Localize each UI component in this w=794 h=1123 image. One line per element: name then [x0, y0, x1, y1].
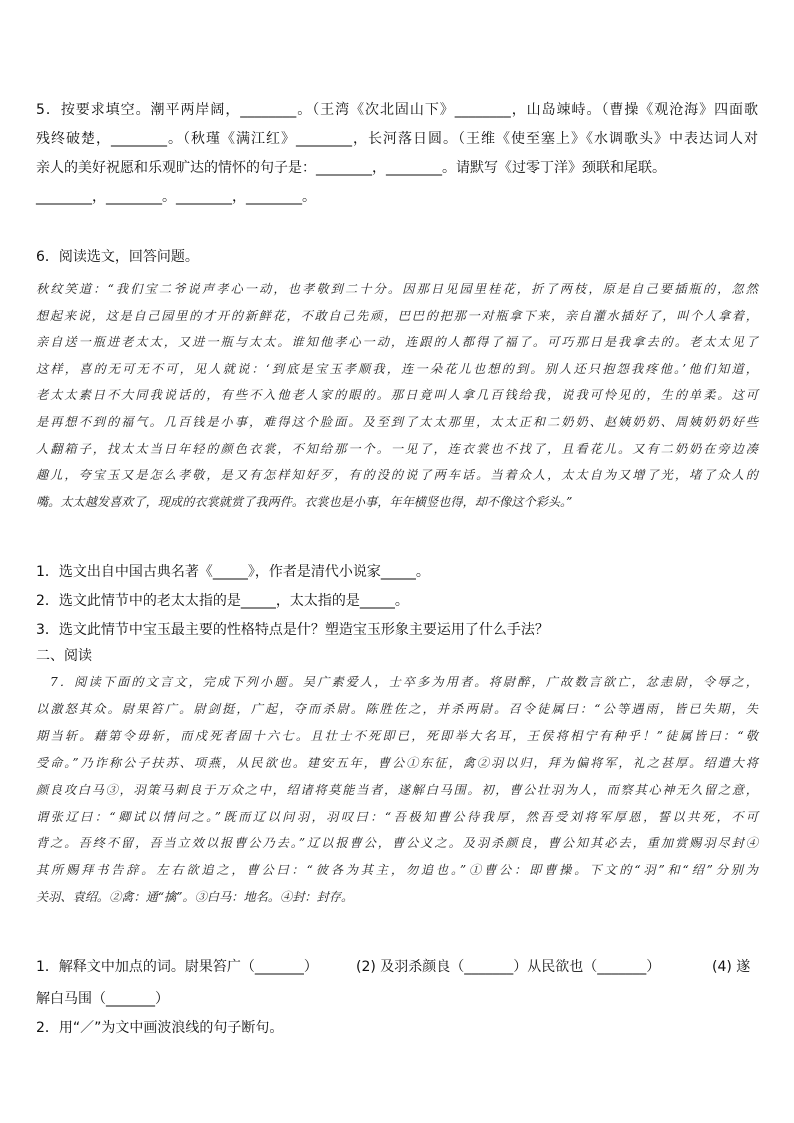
sub-question: 1．选文出自中国古典名著《_____》，作者是清代小说家_____。: [36, 564, 430, 580]
passage-line: 其所赐拜书告辞。左右欲追之，曹公曰：“彼各为其主，勿追也。”①曹公：即曹操。下文的“羽”和“绍”分别为: [36, 863, 758, 878]
passage-line: 7．阅读下面的文言文，完成下列小题。吴广素爱人，士卒多为用者。将尉醉，广故数言欲亡，忿恚尉，令辱之，: [50, 675, 758, 689]
passage-line: 秋纹笑道：“我们宝二爷说声孝心一动，也孝敬到二十分。因那日见园里桂花，折了两枝，原是自己要插瓶的，忽然: [36, 282, 758, 296]
q5-line: 5．按要求填空。潮平两岸阔，________。（王湾《次北固山下》________，山岛竦峙。（曹操《观沧海》四面歌: [36, 102, 758, 118]
question-5: [36, 96, 758, 212]
passage-line: 以激怒其众。尉果笞广。尉剑挺，广起，夺而杀尉。陈胜佐之，并杀两尉。召令徒属曰：“公等遇雨，皆已失期，失: [36, 701, 758, 716]
passage-line: 颜良攻白马③，羽策马刺良于万众之中，绍诸将莫能当者，遂解白马围。初，曹公壮羽为人，而察其心神无久留之意，: [36, 782, 758, 797]
passage-line: 期当斩。藉第令毋斩，而戍死者固十六七。且壮士不死即已，死即举大名耳，王侯将相宁有种乎！”徒属皆曰：“敬: [36, 728, 758, 743]
question-6-heading: 6．阅读选文，回答问题。: [36, 249, 199, 265]
passage-line: 老太太素日不大同我说话的，有些不入他老人家的眼的。那日竟叫人拿几百钱给我，说我可怜见的，生的单柔。这可: [36, 388, 758, 403]
question-6-subquestions: [36, 558, 758, 645]
q5-line: 残终破楚，________。（秋瑾《满江红》________，长河落日圆。（王维《使至塞上》《水调歌头》中表达词人对: [36, 131, 758, 147]
sub-question-1-item2: (2) 及羽杀颜良（_______）从民欲也（_______）: [356, 959, 661, 975]
question-7-passage: [36, 669, 758, 911]
sub-question-1-prefix: 1．解释文中加点的词。尉果笞广（_______）: [36, 959, 318, 975]
sub-question-1-line2: 解白马围（_______）: [36, 991, 169, 1007]
passage-line: 背之。吾终不留，吾当立效以报曹公乃去。”辽以报曹公，曹公义之。及羽杀颜良，曹公知其必去，重加赏赐羽尽封④: [36, 836, 758, 851]
question-6-passage: [36, 276, 758, 515]
question-7-sub-2: 2．用“／”为文中画波浪线的句子断句。: [36, 1020, 284, 1036]
sub-question: 2．选文此情节中的老太太指的是_____，太太指的是_____。: [36, 593, 409, 609]
passage-line: 关羽、袁绍。②禽：通“擒”。③白马：地名。④封：封存。: [36, 890, 354, 905]
passage-line: 谓张辽曰：“卿试以情问之。”既而辽以问羽，羽叹曰：“吾极知曹公待我厚，然吾受刘将军厚恩，誓以共死，不可: [36, 809, 758, 824]
passage-line: 趣儿，夸宝玉又是怎么孝敬，是又有怎样知好歹，有的没的说了两车话。当着众人，太太自为又增了光，堵了众人的: [36, 468, 758, 483]
passage-line: 是再想不到的福气。几百钱是小事，难得这个脸面。及至到了太太那里，太太正和二奶奶、赵姨奶奶、周姨奶奶好些: [36, 414, 758, 429]
passage-line: 人翻箱子，找太太当日年轻的颜色衣裳，不知给那一个。一见了，连衣裳也不找了，且看花儿。又有二奶奶在旁边凑: [36, 441, 758, 456]
question-7-sub-1: [36, 951, 758, 1015]
sub-question: 3．选文此情节中宝玉最主要的性格特点是什？塑造宝玉形象主要运用了什么手法？: [36, 622, 549, 638]
passage-line: 嘴。太太越发喜欢了，现成的衣裳就赏了我两件。衣裳也是小事，年年横竖也得，却不像这个彩头。”: [36, 494, 573, 509]
q5-line: 亲人的美好祝愿和乐观旷达的情怀的句子是：________，________。请默写《过零丁洋》颈联和尾联。: [36, 160, 666, 176]
section-heading: 二、阅读: [36, 648, 92, 664]
sub-question-1-item4: (4) 遂: [712, 959, 751, 975]
passage-line: 想起来说，这是自己园里的才开的新鲜花，不敢自己先顽，巴巴的把那一对瓶拿下来，亲自灌水插好了，叫个人拿着，: [36, 308, 758, 323]
passage-line: 亲自送一瓶进老太太，又进一瓶与太太。谁知他孝心一动，连跟的人都得了福了。可巧那日是我拿去的。老太太见了: [36, 335, 758, 350]
passage-line: 受命。”乃诈称公子扶苏、项燕，从民欲也。建安五年，曹公①东征，禽②羽以归，拜为偏将军，礼之甚厚。绍遣大将: [36, 755, 758, 770]
passage-line: 这样，喜的无可无不可，见人就说：‘到底是宝玉孝顺我，连一朵花儿也想的到。别人还只抱怨我疼他。’他们知道，: [36, 361, 758, 376]
q5-line: ________，________。________，________。: [36, 189, 316, 205]
